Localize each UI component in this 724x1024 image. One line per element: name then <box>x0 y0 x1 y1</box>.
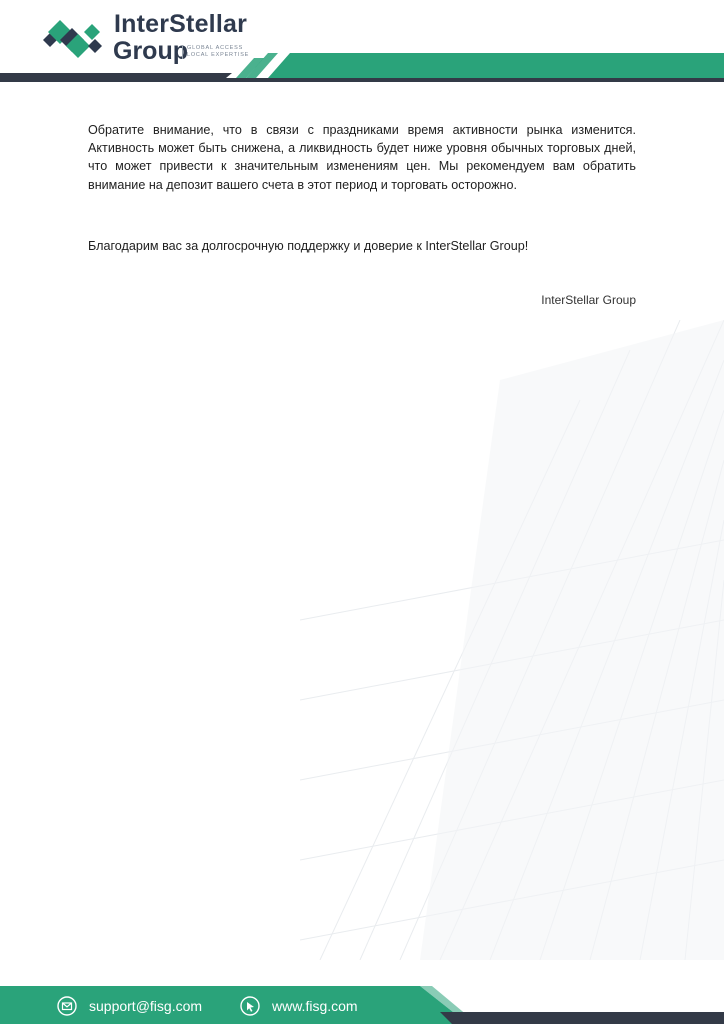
paragraph-thanks: Благодарим вас за долгосрочную поддержку и доверие к InterStellar Group! <box>88 238 529 253</box>
letter-body <box>88 121 636 255</box>
logo-icon <box>36 16 106 64</box>
header-stripe <box>0 50 724 82</box>
footer-email[interactable] <box>57 996 202 1016</box>
footer-website[interactable] <box>240 996 358 1016</box>
tagline-global: GLOBAL ACCESS <box>187 45 244 51</box>
cursor-icon <box>240 996 260 1016</box>
tagline-local: LOCAL EXPERTISE <box>187 52 250 58</box>
paragraph-notice: Обратите внимание, что в связи с праздниками время активности рынка изменится. Активность может быть снижена, а ликвидность будет ниже уровня обычных торговых дней, что может привести к значительным изменениям цен. Мы рекомендуем вам обратить внимание на депозит вашего счета в этот период и торговать осторожно. <box>88 123 636 192</box>
background-watermark <box>300 320 724 960</box>
letterhead-header <box>0 0 724 82</box>
mail-icon <box>57 996 77 1016</box>
email-text[interactable]: support@fisg.com <box>89 998 203 1014</box>
brand-tagline <box>182 45 249 59</box>
brand-name-line2: Group <box>113 37 188 65</box>
brand-name-line1: InterStellar <box>114 10 248 38</box>
signature: InterStellar Group <box>541 293 636 307</box>
website-text[interactable]: www.fisg.com <box>272 998 358 1014</box>
